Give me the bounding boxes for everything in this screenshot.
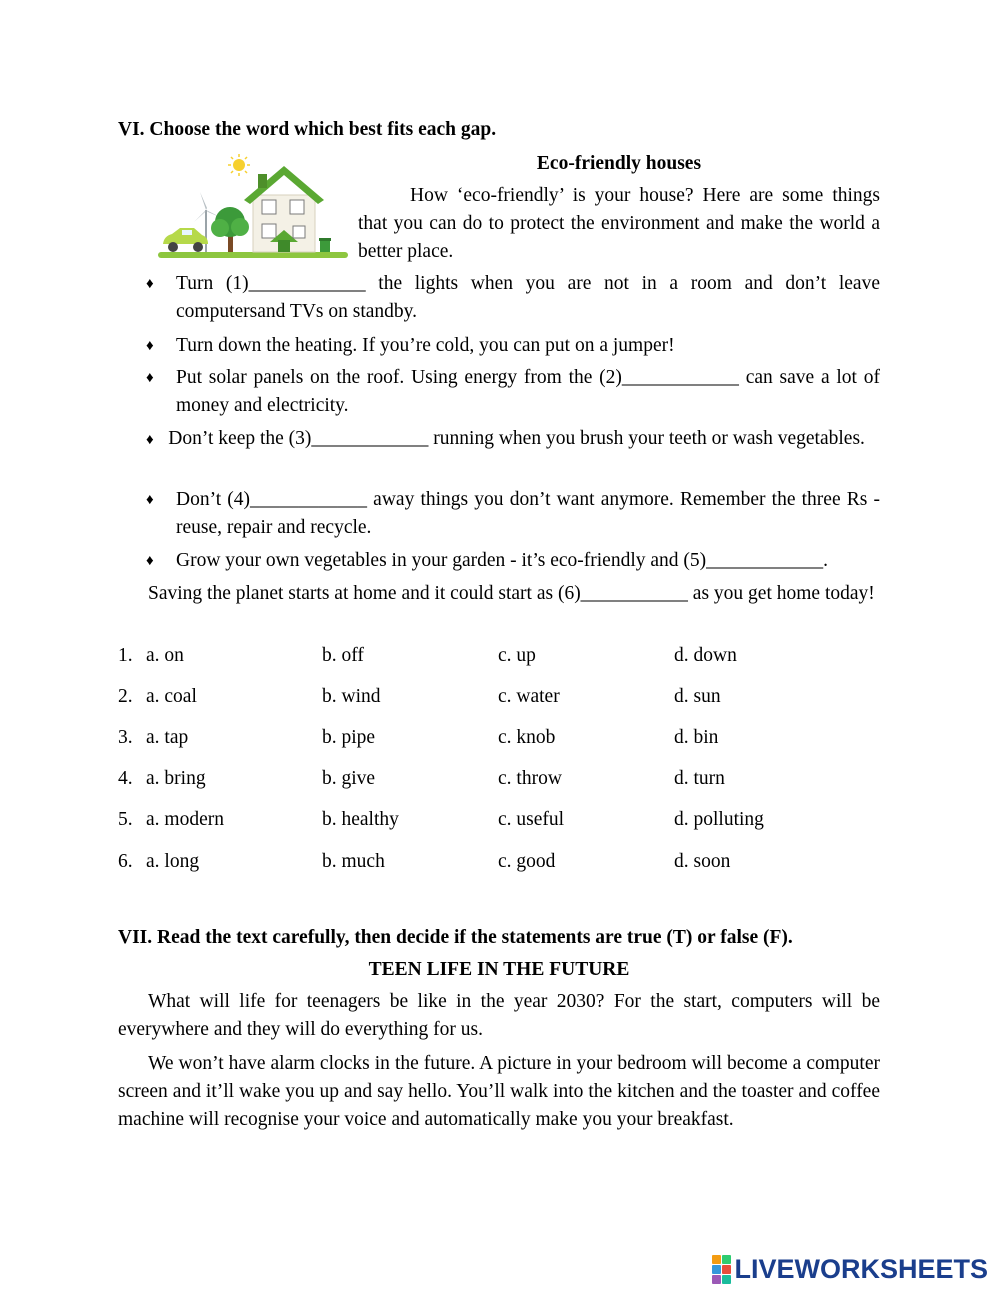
question-number: 6. bbox=[118, 851, 133, 872]
option-a[interactable]: a. on bbox=[146, 645, 184, 666]
bullet-text: Don’t keep the (3)____________ running when you brush your teeth or wash vegetables. bbox=[168, 428, 865, 449]
section-6-heading: VI. Choose the word which best fits each gap. bbox=[118, 119, 497, 140]
question-number: 2. bbox=[118, 686, 133, 707]
option-b[interactable]: b. pipe bbox=[322, 727, 376, 748]
bullet-item bbox=[146, 364, 880, 420]
option-d[interactable]: d. bin bbox=[674, 727, 719, 748]
eco-houses-intro: How ‘eco-friendly’ is your house? Here are some things that you can do to protect the environment and make the world a better place. bbox=[358, 185, 880, 262]
option-b[interactable]: b. off bbox=[322, 645, 364, 666]
question-number: 1. bbox=[118, 645, 133, 666]
option-c[interactable]: c. throw bbox=[498, 768, 562, 789]
question-row bbox=[118, 642, 918, 670]
option-a[interactable]: a. tap bbox=[146, 727, 189, 748]
question-row bbox=[118, 724, 918, 752]
option-c[interactable]: c. up bbox=[498, 645, 536, 666]
liveworksheets-logo bbox=[712, 1252, 988, 1286]
diamond-bullet-icon: ♦ bbox=[146, 370, 154, 386]
car-icon bbox=[163, 228, 208, 252]
diamond-bullet-icon: ♦ bbox=[146, 276, 154, 292]
eco-houses-title: Eco-friendly houses bbox=[536, 153, 702, 174]
closing-paragraph: Saving the planet starts at home and it could start as (6)___________ as you get home today! bbox=[148, 583, 875, 604]
diamond-bullet-icon: ♦ bbox=[146, 553, 154, 569]
tree-icon bbox=[211, 207, 249, 252]
question-row bbox=[118, 683, 918, 711]
option-d[interactable]: d. turn bbox=[674, 768, 725, 789]
option-d[interactable]: d. sun bbox=[674, 686, 721, 707]
option-c[interactable]: c. good bbox=[498, 851, 556, 872]
question-row bbox=[118, 806, 918, 834]
bullet-item bbox=[146, 486, 880, 542]
option-c[interactable]: c. useful bbox=[498, 809, 565, 830]
bullet-item bbox=[146, 270, 880, 326]
question-row bbox=[118, 848, 918, 876]
sun-icon bbox=[228, 154, 250, 176]
teen-life-paragraph-2: We won’t have alarm clocks in the future. A picture in your bedroom will become a computer screen and it’ll wake you up and say hello. You’ll walk into the kitchen and the toaster and coffee machine will recognise your voice and automatically make you your breakfast. bbox=[118, 1053, 880, 1130]
logo-text: LIVEWORKSHEETS bbox=[734, 1254, 988, 1284]
bullet-text: Turn down the heating. If you’re cold, you can put on a jumper! bbox=[176, 335, 675, 356]
house-icon bbox=[244, 166, 324, 252]
option-d[interactable]: d. polluting bbox=[674, 809, 764, 830]
bullet-text: Don’t (4)____________ away things you don’t want anymore. Remember the three Rs - reuse, repair and recycle. bbox=[176, 489, 880, 538]
option-d[interactable]: d. soon bbox=[674, 851, 731, 872]
option-c[interactable]: c. knob bbox=[498, 727, 556, 748]
option-b[interactable]: b. much bbox=[322, 851, 385, 872]
eco-house-illustration bbox=[158, 152, 348, 262]
diamond-bullet-icon: ♦ bbox=[146, 432, 154, 448]
section-7-heading: VII. Read the text carefully, then decide if the statements are true (T) or false (F). bbox=[118, 927, 793, 948]
option-b[interactable]: b. healthy bbox=[322, 809, 399, 830]
logo-blocks-icon bbox=[712, 1255, 731, 1284]
recycle-bin-icon bbox=[319, 238, 331, 252]
question-number: 3. bbox=[118, 727, 133, 748]
question-number: 5. bbox=[118, 809, 133, 830]
bullet-item-wrapped bbox=[118, 425, 880, 454]
diamond-bullet-icon: ♦ bbox=[146, 338, 154, 354]
option-a[interactable]: a. coal bbox=[146, 686, 197, 707]
option-a[interactable]: a. bring bbox=[146, 768, 206, 789]
bullet-text: Turn (1)____________ the lights when you are not in a room and don’t leave computersand TVs on standby. bbox=[176, 273, 880, 322]
question-row bbox=[118, 765, 918, 793]
teen-life-title: TEEN LIFE IN THE FUTURE bbox=[368, 959, 630, 980]
question-number: 4. bbox=[118, 768, 133, 789]
teen-life-paragraph-1: What will life for teenagers be like in the year 2030? For the start, computers will be everywhere and they will do everything for us. bbox=[118, 991, 880, 1040]
option-d[interactable]: d. down bbox=[674, 645, 737, 666]
option-b[interactable]: b. give bbox=[322, 768, 376, 789]
bullet-text: Grow your own vegetables in your garden - it’s eco-friendly and (5)____________. bbox=[176, 550, 829, 571]
diamond-bullet-icon: ♦ bbox=[146, 492, 154, 508]
option-a[interactable]: a. modern bbox=[146, 809, 224, 830]
option-a[interactable]: a. long bbox=[146, 851, 200, 872]
bullet-item bbox=[146, 547, 880, 575]
bullet-text: Put solar panels on the roof. Using energy from the (2)____________ can save a lot of money and electricity. bbox=[176, 367, 880, 416]
option-b[interactable]: b. wind bbox=[322, 686, 381, 707]
bullet-item bbox=[146, 332, 880, 360]
option-c[interactable]: c. water bbox=[498, 686, 560, 707]
